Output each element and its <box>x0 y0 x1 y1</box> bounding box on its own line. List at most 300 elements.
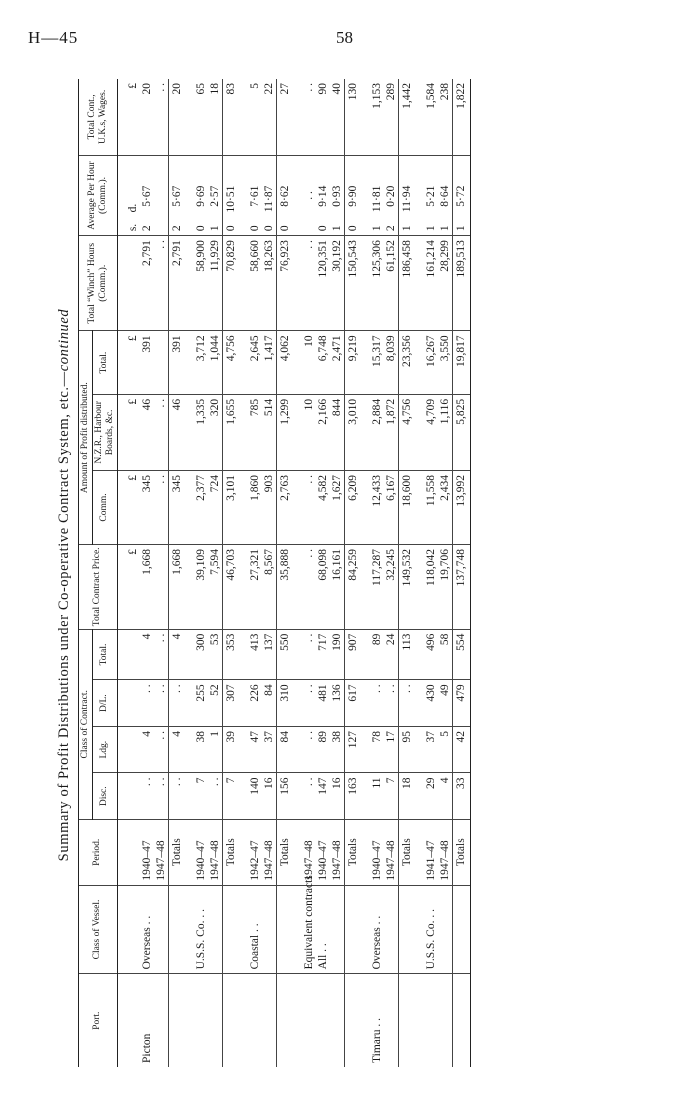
total-cell: 554 <box>452 629 470 680</box>
period-cell: 1941–47 <box>424 820 438 886</box>
disc-cell: 33 <box>452 773 470 820</box>
unit-cell <box>126 236 140 331</box>
spacer-cell <box>117 79 126 155</box>
total-cell: 413 <box>248 629 262 680</box>
spacer-cell <box>362 236 370 331</box>
avg-pence: 5·21 <box>424 185 437 207</box>
comm-cell: 1,627 <box>330 470 345 544</box>
spacer-cell <box>117 629 126 680</box>
disc-cell: 16 <box>262 773 277 820</box>
spacer-cell <box>240 885 248 974</box>
disc-cell: 11 <box>370 773 384 820</box>
nzr-cell: 4,756 <box>398 394 416 470</box>
amt_total-cell: 391 <box>140 331 154 394</box>
disc-cell: . . <box>140 773 154 820</box>
disc-cell: . . <box>208 773 223 820</box>
cont-cell: 5 <box>248 79 262 155</box>
price-cell: 1,668 <box>140 545 154 630</box>
vessel-cell <box>168 885 186 974</box>
spacer-cell <box>240 820 248 886</box>
nzr-cell: . . <box>154 394 169 470</box>
spacer-cell <box>117 545 126 630</box>
nzr-cell: 2,166 <box>316 394 330 470</box>
spacer-row <box>294 79 302 1067</box>
spacer-cell <box>416 331 424 394</box>
spacer-cell <box>416 820 424 886</box>
hours-cell: 18,263 <box>262 236 277 331</box>
amt_total-cell: 15,317 <box>370 331 384 394</box>
spacer-cell <box>186 79 194 155</box>
disc-cell: 163 <box>344 773 362 820</box>
spacer-cell <box>117 394 126 470</box>
vessel-cell: Overseas . . <box>370 885 384 974</box>
ldg-cell: 95 <box>398 726 416 773</box>
cont-cell: 22 <box>262 79 277 155</box>
unit-cell <box>126 79 140 155</box>
price-cell: 27,321 <box>248 545 262 630</box>
period-cell: 1942–47 <box>248 820 262 886</box>
spacer-cell <box>294 773 302 820</box>
vessel-cell <box>222 885 240 974</box>
hours-cell: 125,306 <box>370 236 384 331</box>
amt_total-cell: 3,550 <box>438 331 453 394</box>
header-total-cont: Total Cont., U.K.s, Wages. <box>79 79 118 155</box>
currency-unit: £ <box>126 398 139 405</box>
vessel-cell: Equivalent contracts <box>302 885 316 974</box>
vessel-cell <box>262 885 277 974</box>
dl-cell: . . <box>370 680 384 727</box>
vessel-cell: U.S.S. Co. . . <box>424 885 438 974</box>
vessel-cell <box>208 885 223 974</box>
hours-cell: 28,299 <box>438 236 453 331</box>
hours-cell: 61,152 <box>384 236 399 331</box>
spacer-cell <box>186 629 194 680</box>
spacer-row <box>416 79 424 1067</box>
avg-pence: 9·90 <box>346 185 359 207</box>
spacer-cell <box>186 726 194 773</box>
disc-cell: . . <box>302 773 316 820</box>
nzr-cell: 1,872 <box>384 394 399 470</box>
dl-cell: . . <box>154 680 169 727</box>
units-row <box>126 79 140 1067</box>
price-cell: . . <box>302 545 316 630</box>
spacer-cell <box>186 236 194 331</box>
spacer-cell <box>240 394 248 470</box>
spacer-cell <box>240 726 248 773</box>
amt_total-cell <box>154 331 169 394</box>
avg-shillings: 0 <box>346 225 359 232</box>
vessel-cell: Overseas . . <box>140 885 154 974</box>
dl-cell: 226 <box>248 680 262 727</box>
disc-cell: . . <box>154 773 169 820</box>
avg-pence: 5·67 <box>140 185 153 207</box>
avg-shillings: 2 <box>170 225 183 232</box>
avg-shillings: 1 <box>400 225 413 232</box>
price-cell <box>154 545 169 630</box>
spacer-cell <box>294 885 302 974</box>
period-cell: 1947–48 <box>438 820 453 886</box>
ldg-cell: . . <box>154 726 169 773</box>
port-cell <box>316 974 330 1067</box>
comm-cell: 903 <box>262 470 277 544</box>
nzr-cell: 10 <box>302 394 316 470</box>
spacer-cell <box>240 236 248 331</box>
table-row <box>194 79 208 1067</box>
avg-cell <box>248 155 262 235</box>
amt_total-cell: 3,712 <box>194 331 208 394</box>
ldg-cell: 4 <box>140 726 154 773</box>
cont-cell: 83 <box>222 79 240 155</box>
totals-row <box>344 79 362 1067</box>
ldg-cell: 47 <box>248 726 262 773</box>
header-class-of-vessel: Class of Vessel. <box>79 885 118 974</box>
price-cell: 46,703 <box>222 545 240 630</box>
table-row <box>330 79 345 1067</box>
avg-shillings: 0 <box>224 225 237 232</box>
spacer-cell <box>186 680 194 727</box>
unit-cell <box>126 394 140 470</box>
avg-pence: 0·93 <box>330 185 343 207</box>
spacer-cell <box>416 545 424 630</box>
pence-unit: d. <box>126 203 139 213</box>
port-cell <box>330 974 345 1067</box>
total-cell: 113 <box>398 629 416 680</box>
spacer-cell <box>240 331 248 394</box>
spacer-cell <box>416 773 424 820</box>
vessel-cell <box>438 885 453 974</box>
unit-cell <box>126 885 140 974</box>
amt_total-cell: 391 <box>168 331 186 394</box>
amt_total-cell: 4,062 <box>276 331 294 394</box>
avg-shillings: 0 <box>262 225 275 232</box>
amt_total-cell: 19,817 <box>452 331 470 394</box>
vessel-cell <box>344 885 362 974</box>
table-row <box>316 79 330 1067</box>
avg-pence: 0·20 <box>384 185 397 207</box>
dl-cell: 310 <box>276 680 294 727</box>
comm-cell: 1,860 <box>248 470 262 544</box>
price-cell: 8,567 <box>262 545 277 630</box>
avg-cell <box>154 155 169 235</box>
port-cell <box>384 974 399 1067</box>
avg-shillings: 0 <box>316 225 329 232</box>
avg-shillings: 1 <box>370 225 383 232</box>
header-amount-total: Total. <box>92 331 117 394</box>
comm-cell: 13,992 <box>452 470 470 544</box>
spacer-cell <box>294 545 302 630</box>
avg-shillings: 1 <box>424 225 437 232</box>
period-cell: Totals <box>222 820 240 886</box>
ldg-cell: 42 <box>452 726 470 773</box>
spacer-cell <box>416 155 424 235</box>
spacer-cell <box>240 470 248 544</box>
avg-cell <box>344 155 362 235</box>
port-cell <box>194 974 208 1067</box>
spacer-cell <box>416 680 424 727</box>
spacer-cell <box>117 331 126 394</box>
dl-cell: 255 <box>194 680 208 727</box>
totals-row <box>222 79 240 1067</box>
currency-unit: £ <box>126 474 139 481</box>
total-cell: 89 <box>370 629 384 680</box>
period-cell: Totals <box>344 820 362 886</box>
spacer-cell <box>362 79 370 155</box>
spacer-cell <box>416 394 424 470</box>
avg-cell <box>370 155 384 235</box>
table-row <box>262 79 277 1067</box>
nzr-cell: 1,335 <box>194 394 208 470</box>
dl-cell: 136 <box>330 680 345 727</box>
comm-cell: . . <box>302 470 316 544</box>
table-row <box>302 79 316 1067</box>
price-cell: 35,888 <box>276 545 294 630</box>
disc-cell: 18 <box>398 773 416 820</box>
spacer-cell <box>294 331 302 394</box>
currency-unit: £ <box>126 83 139 89</box>
ldg-cell: 37 <box>424 726 438 773</box>
cont-cell: 289 <box>384 79 399 155</box>
total-cell: 550 <box>276 629 294 680</box>
total-cell: 24 <box>384 629 399 680</box>
spacer-cell <box>186 470 194 544</box>
spacer-cell <box>117 974 126 1067</box>
amt_total-cell: 2,645 <box>248 331 262 394</box>
spacer-cell <box>294 680 302 727</box>
cont-cell: . . <box>154 79 169 155</box>
currency-unit: £ <box>126 335 139 342</box>
totals-row <box>276 79 294 1067</box>
spacer-cell <box>240 974 248 1067</box>
table-row <box>438 79 453 1067</box>
spacer-cell <box>186 394 194 470</box>
avg-shillings: 1 <box>454 225 467 232</box>
vessel-cell: Coastal . . <box>248 885 262 974</box>
cont-cell: 130 <box>344 79 362 155</box>
spacer-cell <box>240 79 248 155</box>
cont-cell: 1,442 <box>398 79 416 155</box>
amt_total-cell: 9,219 <box>344 331 362 394</box>
ldg-cell: 84 <box>276 726 294 773</box>
unit-cell <box>126 974 140 1067</box>
amt_total-cell: 23,356 <box>398 331 416 394</box>
period-cell: 1940–47 <box>140 820 154 886</box>
price-cell: 1,668 <box>168 545 186 630</box>
comm-cell: 345 <box>168 470 186 544</box>
comm-cell: 2,377 <box>194 470 208 544</box>
title-continued: continued <box>56 308 72 372</box>
amt_total-cell: 16,267 <box>424 331 438 394</box>
table-row <box>208 79 223 1067</box>
comm-cell: 4,582 <box>316 470 330 544</box>
spacer-cell <box>186 885 194 974</box>
header-comm: Comm. <box>92 470 117 544</box>
port-cell: Picton <box>140 1033 153 1063</box>
amt_total-cell: 10 <box>302 331 316 394</box>
nzr-cell: 844 <box>330 394 345 470</box>
table-row <box>370 79 384 1067</box>
header-amount-distributed: Amount of Profit distributed. <box>79 331 93 545</box>
vessel-cell <box>398 885 416 974</box>
period-cell: Totals <box>452 820 470 886</box>
spacer-cell <box>362 331 370 394</box>
dl-cell: 307 <box>222 680 240 727</box>
avg-pence: 8·64 <box>438 185 451 207</box>
period-cell: 1947–48 <box>208 820 223 886</box>
cont-cell: 20 <box>140 79 154 155</box>
spacer-cell <box>362 545 370 630</box>
spacer-cell <box>186 974 194 1067</box>
ldg-cell: 17 <box>384 726 399 773</box>
spacer-cell <box>240 773 248 820</box>
dl-cell: 479 <box>452 680 470 727</box>
ldg-cell: 127 <box>344 726 362 773</box>
table-row <box>384 79 399 1067</box>
rotated-table-region <box>56 75 652 1095</box>
total-cell: 300 <box>194 629 208 680</box>
header-dl: D/L. <box>92 680 117 727</box>
total-cell: 58 <box>438 629 453 680</box>
nzr-cell: 46 <box>140 394 154 470</box>
avg-cell <box>276 155 294 235</box>
unit-cell <box>126 820 140 886</box>
comm-cell: 724 <box>208 470 223 544</box>
nzr-cell: 46 <box>168 394 186 470</box>
spacer-cell <box>362 885 370 974</box>
port-cell <box>276 974 294 1067</box>
comm-cell: 345 <box>140 470 154 544</box>
avg-shillings: 1 <box>208 225 221 232</box>
cont-cell: 1,584 <box>424 79 438 155</box>
period-cell: 1947–48 <box>330 820 345 886</box>
hours-cell: 150,543 <box>344 236 362 331</box>
avg-shillings: 1 <box>330 225 343 232</box>
avg-pence: 11·81 <box>370 185 383 213</box>
port-cell <box>168 974 186 1067</box>
price-cell: 118,042 <box>424 545 438 630</box>
spacer-cell <box>240 155 248 235</box>
spacer-cell <box>117 820 126 886</box>
header-contract-total: Total. <box>92 629 117 680</box>
spacer-cell <box>362 726 370 773</box>
header-disc: Disc. <box>92 773 117 820</box>
spacer-cell <box>186 820 194 886</box>
unit-cell <box>126 331 140 394</box>
total-cell: 137 <box>262 629 277 680</box>
spacer-cell <box>416 470 424 544</box>
ldg-cell: 38 <box>194 726 208 773</box>
total-cell: 907 <box>344 629 362 680</box>
avg-cell <box>194 155 208 235</box>
avg-shillings: 1 <box>438 225 451 232</box>
avg-shillings: 0 <box>248 225 261 232</box>
disc-cell: . . <box>168 773 186 820</box>
period-cell: 1940–47 <box>370 820 384 886</box>
port-cell <box>398 974 416 1067</box>
cont-cell: 65 <box>194 79 208 155</box>
table-row <box>154 79 169 1067</box>
dl-cell: 617 <box>344 680 362 727</box>
spacer-cell <box>186 773 194 820</box>
port-cell <box>302 974 316 1067</box>
nzr-cell: 2,884 <box>370 394 384 470</box>
vessel-cell <box>384 885 399 974</box>
port-cell <box>438 974 453 1067</box>
port-cell <box>344 974 362 1067</box>
ldg-cell: . . <box>302 726 316 773</box>
avg-cell <box>452 155 470 235</box>
nzr-cell: 3,010 <box>344 394 362 470</box>
avg-pence: 9·69 <box>194 185 207 207</box>
table-body <box>117 79 470 1067</box>
cont-cell: 20 <box>168 79 186 155</box>
hours-cell: 186,458 <box>398 236 416 331</box>
total-cell: 353 <box>222 629 240 680</box>
total-cell: 190 <box>330 629 345 680</box>
hours-cell: 58,660 <box>248 236 262 331</box>
table-title <box>56 75 73 1095</box>
period-cell: Totals <box>398 820 416 886</box>
spacer-row <box>362 79 370 1067</box>
ldg-cell: 39 <box>222 726 240 773</box>
spacer-cell <box>294 820 302 886</box>
port-cell <box>154 974 169 1067</box>
total-cell: 53 <box>208 629 223 680</box>
total-cell: 496 <box>424 629 438 680</box>
ldg-cell: 1 <box>208 726 223 773</box>
avg-pence: 11·87 <box>262 185 275 213</box>
avg-cell <box>330 155 345 235</box>
amt_total-cell: 2,471 <box>330 331 345 394</box>
price-cell: 84,259 <box>344 545 362 630</box>
price-cell: 39,109 <box>194 545 208 630</box>
spacer-cell <box>117 155 126 235</box>
avg-value: . . <box>302 191 315 200</box>
nzr-cell: 1,655 <box>222 394 240 470</box>
unit-cell <box>126 470 140 544</box>
comm-cell: 6,167 <box>384 470 399 544</box>
total-cell: 4 <box>140 629 154 680</box>
header-winch-hours: Total “Winch” Hours (Comm.). <box>79 236 118 331</box>
vessel-cell <box>154 885 169 974</box>
avg-cell <box>222 155 240 235</box>
header-period: Period. <box>79 820 118 886</box>
disc-cell: 147 <box>316 773 330 820</box>
shillings-unit: s. <box>126 223 139 232</box>
dl-cell: 84 <box>262 680 277 727</box>
avg-shillings: 0 <box>194 225 207 232</box>
spacer-cell <box>416 726 424 773</box>
nzr-cell: 5,825 <box>452 394 470 470</box>
spacer-row <box>117 79 126 1067</box>
price-cell: 32,245 <box>384 545 399 630</box>
port-cell <box>262 974 277 1067</box>
unit-cell <box>126 545 140 630</box>
unit-cell <box>126 773 140 820</box>
dl-cell: 52 <box>208 680 223 727</box>
port-cell <box>424 974 438 1067</box>
period-cell: Totals <box>168 820 186 886</box>
avg-cell <box>316 155 330 235</box>
spacer-row <box>186 79 194 1067</box>
document-code: H—45 <box>28 28 79 47</box>
dl-cell: 481 <box>316 680 330 727</box>
dl-cell: 49 <box>438 680 453 727</box>
avg-pence: 10·51 <box>224 185 237 213</box>
comm-cell: 6,209 <box>344 470 362 544</box>
spacer-cell <box>362 820 370 886</box>
ldg-cell: 5 <box>438 726 453 773</box>
disc-cell: 140 <box>248 773 262 820</box>
